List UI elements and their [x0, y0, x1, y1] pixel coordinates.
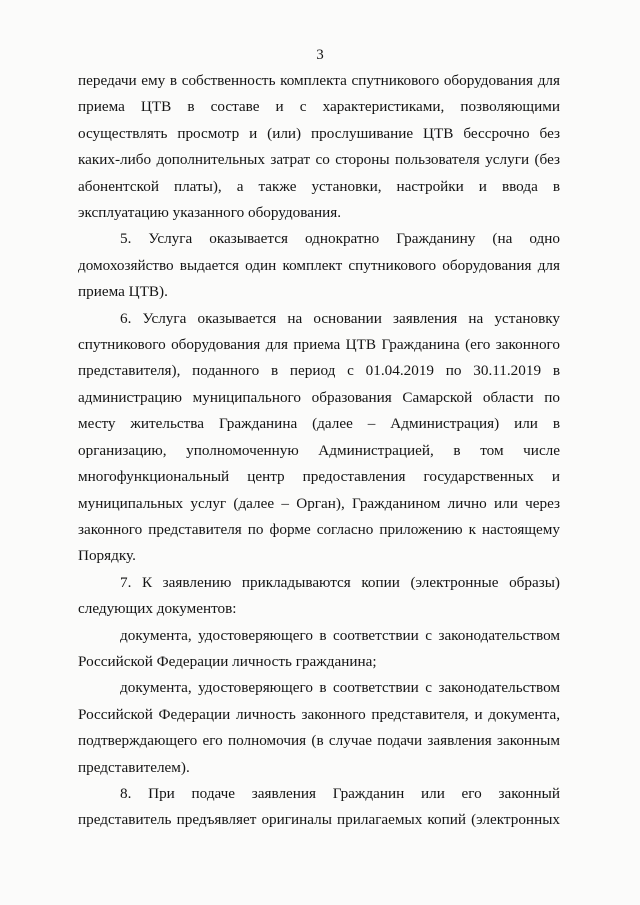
text-line: документа, удостоверяющего в соответствии с законодательством — [120, 679, 560, 697]
text-line: спутникового оборудования для приема ЦТВ Гражданина (его законного — [78, 336, 560, 354]
text-line: домохозяйство выдается один комплект спутникового оборудования для — [78, 256, 560, 274]
text-line: представитель предъявляет оригиналы прилагаемых копий (электронных — [78, 811, 560, 829]
document-body — [78, 68, 560, 834]
paragraph-item-8 — [78, 781, 560, 834]
text-line: Порядку. — [78, 547, 136, 565]
paragraph-document-representative-id — [78, 675, 560, 781]
paragraph-continuation — [78, 68, 560, 226]
text-line: каких-либо дополнительных затрат со стороны пользователя услуги (без — [78, 151, 560, 169]
text-line: 8. При подаче заявления Гражданин или его законный — [120, 784, 560, 802]
text-line: 7. К заявлению прикладываются копии (электронные образы) — [120, 573, 560, 591]
text-line: следующих документов: — [78, 600, 237, 618]
text-line: администрацию муниципального образования Самарской области по — [78, 388, 560, 406]
text-line: организацию, уполномоченную Администрацией, в том числе — [78, 441, 560, 459]
text-line: многофункциональный центр предоставления государственных и — [78, 468, 560, 486]
text-line: подтверждающего его полномочия (в случае подачи заявления законным — [78, 732, 560, 750]
text-line: Российской Федерации личность законного представителя, и документа, — [78, 705, 560, 723]
text-line: осуществлять просмотр и (или) прослушивание ЦТВ бессрочно без — [78, 124, 560, 142]
paragraph-document-citizen-id — [78, 623, 560, 676]
page-number: 3 — [316, 47, 324, 63]
paragraph-item-7 — [78, 570, 560, 623]
text-line: 5. Услуга оказывается однократно Гражданину (на одно — [120, 230, 560, 248]
paragraph-item-5 — [78, 226, 560, 305]
text-line: эксплуатацию указанного оборудования. — [78, 204, 341, 222]
text-line: приема ЦТВ в составе и с характеристиками, позволяющими — [78, 98, 560, 116]
text-line: законного представителя по форме согласно приложению к настоящему — [78, 520, 560, 538]
paragraph-item-6 — [78, 306, 560, 570]
text-line: муниципальных услуг (далее – Орган), Гражданином лично или через — [78, 494, 560, 512]
text-line: представителя), поданного в период с 01.04.2019 по 30.11.2019 в — [78, 362, 560, 380]
text-line: приема ЦТВ). — [78, 283, 168, 301]
text-line: месту жительства Гражданина (далее – Администрация) или в — [78, 415, 560, 433]
text-line: Российской Федерации личность гражданина; — [78, 652, 377, 670]
text-line: 6. Услуга оказывается на основании заявления на установку — [120, 309, 560, 327]
text-line: представителем). — [78, 758, 190, 776]
text-line: документа, удостоверяющего в соответствии с законодательством — [120, 626, 560, 644]
text-line: передачи ему в собственность комплекта спутникового оборудования для — [78, 72, 560, 89]
text-line: абонентской платы), а также установки, настройки и ввода в — [78, 177, 560, 195]
